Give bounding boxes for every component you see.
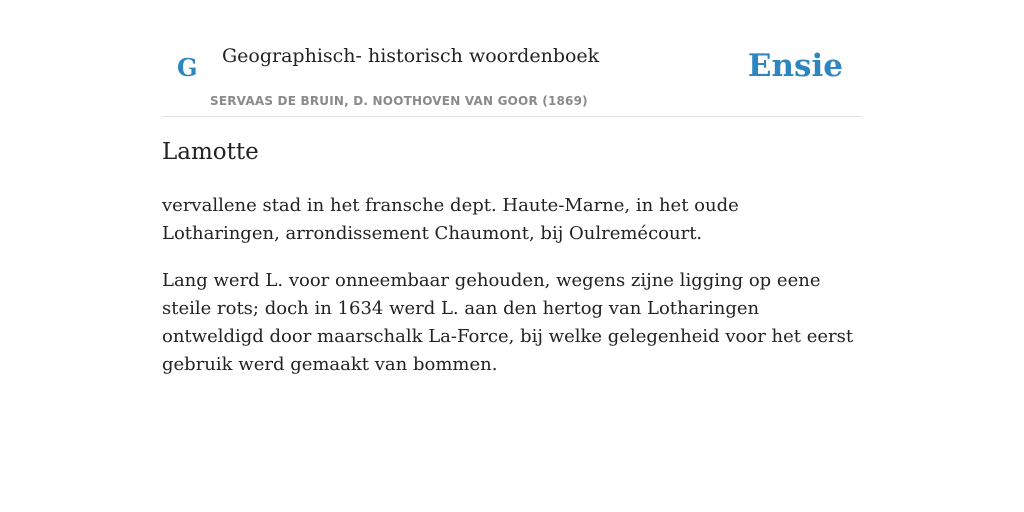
entry-body	[162, 192, 862, 398]
book-title-link[interactable]: Geographisch- historisch woordenboek	[222, 45, 600, 67]
content-container	[162, 0, 862, 375]
book-header	[162, 0, 862, 117]
entry-title: Lamotte	[162, 139, 259, 165]
entry-paragraph: vervallene stad in het fransche dept. Haute-Marne, in het oude Lotharingen, arrondissement Chaumont, bij Oulremécourt.	[162, 195, 739, 244]
book-logo-letter[interactable]: G	[177, 53, 198, 82]
entry-paragraph: Lang werd L. voor onneembaar gehouden, wegens zijne ligging op eene steile rots; doch in 1634 werd L. aan den hertog van Lotharingen ontweldigd door maarschalk La-Force, bij welke gelegenheid voor het eerst gebruik werd gemaakt van bommen.	[162, 270, 854, 375]
ensie-logo[interactable]: Ensie	[747, 48, 843, 84]
book-author: SERVAAS DE BRUIN, D. NOOTHOVEN VAN GOOR (1869)	[210, 94, 588, 108]
